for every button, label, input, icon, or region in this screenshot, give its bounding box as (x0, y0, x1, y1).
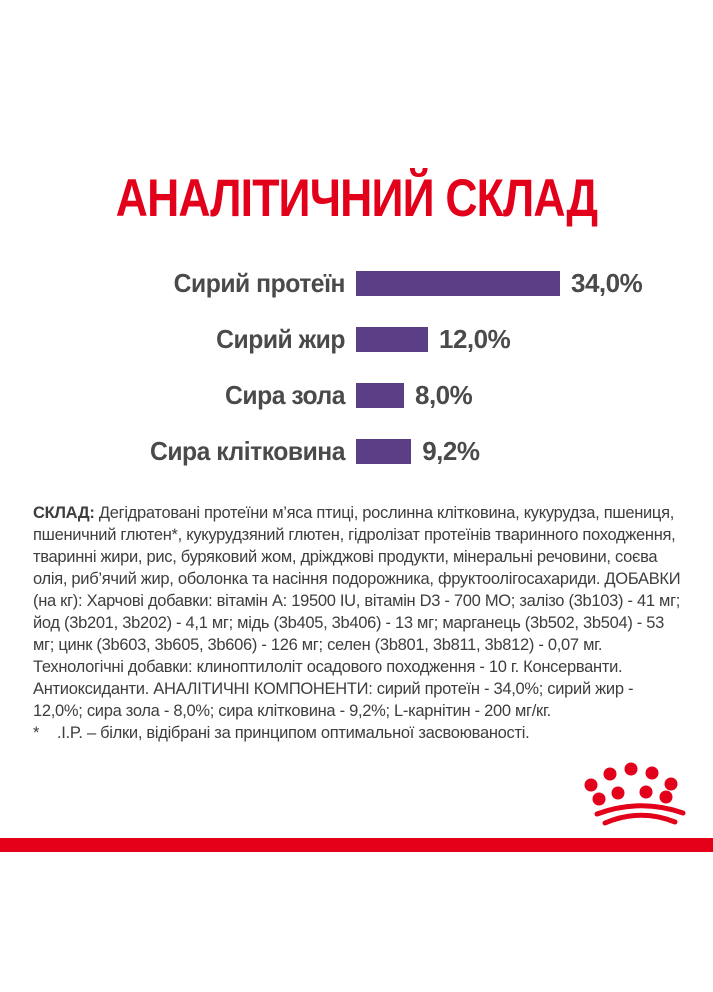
analytical-composition-chart (0, 255, 713, 479)
chart-bar (356, 271, 560, 296)
composition-heading: СКЛАД: (33, 504, 95, 522)
footnote-text: .I.P. – білки, відібрані за принципом оптимальної засвоюваності. (57, 724, 530, 742)
chart-category-label: Сирий протеїн (173, 267, 345, 298)
footnote-marker: * (33, 724, 40, 742)
chart-row (0, 423, 713, 479)
chart-category-label: Сира зола (225, 379, 345, 410)
brand-red-bar (0, 838, 713, 852)
chart-category-label: Сира клітковина (149, 435, 345, 466)
chart-bar (356, 439, 411, 464)
chart-bar (356, 327, 428, 352)
chart-value-label: 34,0% (571, 267, 643, 298)
chart-row (0, 255, 713, 311)
composition-body: Дегідратовані протеїни м’яса птиці, рослинна клітковина, кукурудза, пшениця, пшеничний глютен*, кукурудзяний глютен, гідролізат протеїнів тваринного походження, тваринні жири, рис, буряковий жом, дріжджові продукти, мінеральні речовини, соєва олія, риб’ячий жир, оболонка та насіння подорожника, фруктоолігосахариди. ДОБАВКИ (на кг): Харчові добавки: вітамін A: 19500 IU, вітамін D3 - 700 МО; залізо (3b103) - 41 мг; йод (3b201, 3b202) - 4,1 мг; мідь (3b405, 3b406) - 13 мг; марганець (3b502, 3b504) - 53 мг; цинк (3b603, 3b605, 3b606) - 126 мг; селен (3b801, 3b811, 3b812) - 0,07 мг. Технологічні добавки: клиноптилоліт осадового походження - 10 г. Консерванти. Антиоксиданти. АНАЛІТИЧНІ КОМПОНЕНТИ: сирий протеїн - 34,0%; сирий жир - 12,0%; сира зола - 8,0%; сира клітковина - 9,2%; L-карнітин - 200 мг/кг. (33, 504, 681, 720)
chart-row (0, 311, 713, 367)
chart-value-label: 8,0% (415, 379, 473, 410)
footnote (33, 722, 687, 744)
page-title: АНАЛІТИЧНИЙ СКЛАД (115, 169, 598, 228)
chart-bar (356, 383, 404, 408)
chart-category-label: Сирий жир (216, 323, 345, 354)
chart-value-label: 9,2% (422, 435, 480, 466)
ingredients-block (33, 502, 687, 744)
chart-row (0, 367, 713, 423)
ingredients-paragraph (33, 502, 687, 722)
royal-canin-crown-icon (583, 760, 697, 826)
chart-value-label: 12,0% (439, 323, 511, 354)
